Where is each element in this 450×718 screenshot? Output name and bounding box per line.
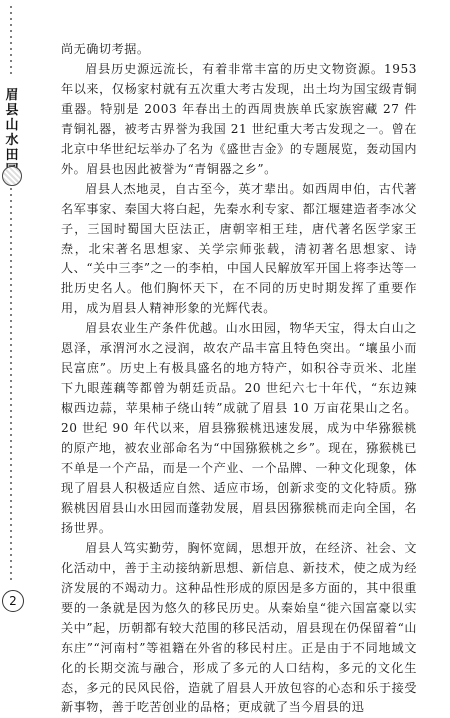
paragraph: 眉县人杰地灵，自古至今，英才辈出。如西周申伯，古代著名军事家、秦国大将白起，先秦水利专家、都江堰建造者李冰父子，三国时蜀国大臣法正，唐朝宰相王珪，唐代著名医学家王焘，北宋著名思想家、关学宗师张载，清初著名思想家、诗人、“关中三李”之一的李柏，中国人民解放军开国上将李达等一批历史名人。他们胸怀天下，在不同的历史时期发挥了重要作用，成为眉县人精神形象的光辉代表。 [61,181,417,316]
paragraph: 眉县历史源远流长，有着非常丰富的历史文物资源。1953 年以来，仅杨家村就有五次重大考古发现，出土均为国宝级青铜重器。特别是 2003 年春出土的西周贵族单氏家族窖藏 27 件青铜礼器，被考古界誉为我国 21 世纪重大考古发现之一。曾在北京中华世纪坛举办了名为《盛世吉金》的专题展览，轰动国内外。眉县也因此被誉为“青铜器之乡”。 [61,61,417,176]
paragraph: 尚无确切考据。 [61,42,150,56]
margin-dot-rule-top [9,6,13,76]
paragraph: 眉县农业生产条件优越。山水田园，物华天宝，得太白山之恩泽，承渭河水之浸润，故农产品丰富且特色突出。“壤虽小而民富庶”。历史上有极具盛名的地方特产，如积谷寺贡米、北崖下九眼莲藕等都曾为朝廷贡品。20 世纪六七十年代，“东边辣椒西边蒜，苹果柿子绕山转”成就了眉县 10 万亩花果山之名。20 世纪 90 年代以来，眉县猕猴桃迅速发展，成为中华猕猴桃的原产地，被农业部命名为“中国猕猴桃之乡”。现在，猕猴桃已不单是一个产品，而是一个产业、一个品牌、一种文化现象，体现了眉县人积极适应自然、适应市场，创新求变的文化特质。猕猴桃因眉县山水田园而蓬勃发展，眉县因猕猴桃而走向全国，名扬世界。 [61,321,417,535]
paragraph: 眉县人笃实勤劳，胸怀宽阔，思想开放，在经济、社会、文化活动中，善于主动接纳新思想、新信息、新技术，使之成为经济发展的不竭动力。这种品性形成的原因是多方面的，其中很重要的一条就是因为悠久的移民历史。从秦始皇“徙六国富豪以实关中”起，历朝都有较大范围的移民活动，眉县现在仍保留着“山东庄”“河南村”等祖籍在外省的移民村庄。正是由于不同地域文化的长期交流与融合，形成了多元的人口结构，多元的文化生态，多元的民风民俗，造就了眉县人开放包容的心态和乐于接受新事物，善于吃苦创业的品格；更成就了当今眉县的迅 [61,540,417,715]
running-head: 眉县山水田 [5,88,19,163]
body-text [61,40,417,718]
margin-dot-rule-bottom [9,188,13,588]
page-number: 2 [2,590,24,612]
ornament-icon [2,166,22,186]
